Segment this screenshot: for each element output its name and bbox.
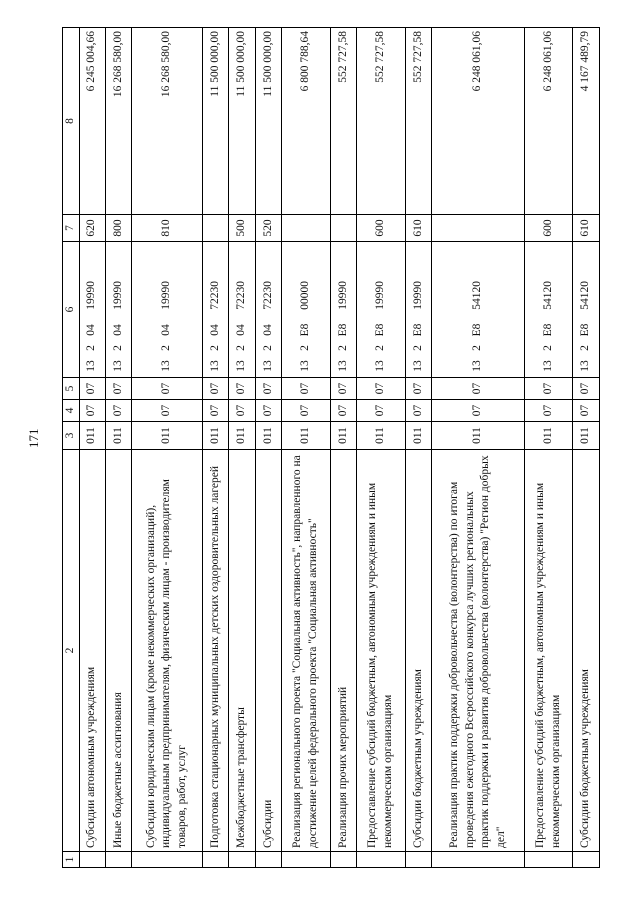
expense-type-cell — [282, 215, 331, 242]
item-name-cell: Субсидии бюджетным учреждениям — [405, 450, 431, 852]
grbs-code-cell: 011 — [357, 422, 406, 450]
target-article-part: 13 — [471, 360, 484, 372]
expense-type-cell: 610 — [405, 215, 431, 242]
header-cell: 1 — [63, 852, 80, 868]
subsection-code-cell: 07 — [405, 378, 431, 400]
target-article-part: 54120 — [579, 281, 592, 310]
row-spacer-cell — [79, 852, 105, 868]
item-name-cell: Подготовка стационарных муниципальных детских оздоровительных лагерей — [203, 450, 229, 852]
amount-cell: 552 727,58 — [405, 28, 431, 215]
section-code-cell: 07 — [282, 400, 331, 422]
expense-type-cell: 800 — [105, 215, 131, 242]
target-article-part: E8 — [299, 323, 312, 337]
target-article-part: 2 — [85, 345, 98, 351]
target-article-cell — [132, 242, 203, 378]
target-article-part: 04 — [208, 324, 221, 336]
target-article-part: 13 — [160, 360, 173, 372]
target-article-part: 2 — [411, 345, 424, 351]
amount-cell: 6 245 004,66 — [79, 28, 105, 215]
expense-type-cell — [203, 215, 229, 242]
header-row — [63, 28, 80, 868]
target-article-cell — [330, 242, 356, 378]
section-code-cell: 07 — [330, 400, 356, 422]
grbs-code-cell: 011 — [105, 422, 131, 450]
header-cell: 8 — [63, 28, 80, 215]
target-article-part: 54120 — [471, 281, 484, 310]
target-article-part: 13 — [374, 360, 387, 372]
target-article-part: 2 — [160, 345, 173, 351]
target-article-cell — [573, 242, 600, 378]
target-article-part: 19990 — [111, 281, 124, 310]
subsection-code-cell: 07 — [282, 378, 331, 400]
header-cell: 7 — [63, 215, 80, 242]
expense-type-cell — [432, 215, 525, 242]
grbs-code-cell: 011 — [432, 422, 525, 450]
expense-type-cell: 600 — [357, 215, 406, 242]
target-article-part: 19990 — [336, 281, 349, 310]
subsection-code-cell: 07 — [255, 378, 281, 400]
target-article-part: 2 — [208, 345, 221, 351]
target-article-part: 13 — [235, 360, 248, 372]
target-article-part: 04 — [235, 324, 248, 336]
page-number: 171 — [26, 428, 41, 448]
table-row — [203, 28, 229, 868]
target-article-cell — [79, 242, 105, 378]
target-article-part: 72230 — [235, 281, 248, 310]
subsection-code-cell: 07 — [105, 378, 131, 400]
target-article-part: E8 — [541, 323, 554, 337]
subsection-code-cell: 07 — [432, 378, 525, 400]
amount-cell: 11 500 000,00 — [255, 28, 281, 215]
section-code-cell: 07 — [229, 400, 255, 422]
target-article-part: 13 — [299, 360, 312, 372]
section-code-cell: 07 — [132, 400, 203, 422]
amount-cell: 11 500 000,00 — [203, 28, 229, 215]
target-article-part: 2 — [336, 345, 349, 351]
target-article-part: 2 — [299, 345, 312, 351]
table-row — [79, 28, 105, 868]
table-row — [255, 28, 281, 868]
amount-cell: 6 248 061,06 — [524, 28, 573, 215]
target-article-part: 04 — [85, 324, 98, 336]
target-article-part: 72230 — [261, 281, 274, 310]
target-article-part: 19990 — [374, 281, 387, 310]
header-cell: 5 — [63, 378, 80, 400]
item-name-cell: Субсидии бюджетным учреждениям — [573, 450, 600, 852]
subsection-code-cell: 07 — [330, 378, 356, 400]
table-row — [132, 28, 203, 868]
amount-cell: 11 500 000,00 — [229, 28, 255, 215]
header-cell: 6 — [63, 242, 80, 378]
row-spacer-cell — [432, 852, 525, 868]
target-article-part: E8 — [374, 323, 387, 337]
header-cell: 3 — [63, 422, 80, 450]
row-spacer-cell — [203, 852, 229, 868]
section-code-cell: 07 — [405, 400, 431, 422]
target-article-cell — [105, 242, 131, 378]
section-code-cell: 07 — [105, 400, 131, 422]
target-article-part: 2 — [541, 345, 554, 351]
row-spacer-cell — [105, 852, 131, 868]
grbs-code-cell: 011 — [573, 422, 600, 450]
target-article-part: 19990 — [411, 281, 424, 310]
grbs-code-cell: 011 — [203, 422, 229, 450]
grbs-code-cell: 011 — [282, 422, 331, 450]
target-article-part: E8 — [471, 323, 484, 337]
header-cell: 4 — [63, 400, 80, 422]
subsection-code-cell: 07 — [132, 378, 203, 400]
target-article-part: 2 — [261, 345, 274, 351]
amount-cell: 16 268 580,00 — [132, 28, 203, 215]
expense-type-cell: 610 — [573, 215, 600, 242]
table-row — [357, 28, 406, 868]
table-row — [524, 28, 573, 868]
target-article-cell — [229, 242, 255, 378]
target-article-part: 13 — [579, 360, 592, 372]
grbs-code-cell: 011 — [330, 422, 356, 450]
target-article-cell — [432, 242, 525, 378]
target-article-part: 2 — [235, 345, 248, 351]
expense-type-cell: 620 — [79, 215, 105, 242]
target-article-part: E8 — [411, 323, 424, 337]
row-spacer-cell — [330, 852, 356, 868]
table-row — [432, 28, 525, 868]
table-row — [282, 28, 331, 868]
grbs-code-cell: 011 — [405, 422, 431, 450]
amount-cell: 552 727,58 — [330, 28, 356, 215]
expense-type-cell: 810 — [132, 215, 203, 242]
header-cell: 2 — [63, 450, 80, 852]
target-article-part: 04 — [111, 324, 124, 336]
section-code-cell: 07 — [255, 400, 281, 422]
target-article-part: 13 — [261, 360, 274, 372]
section-code-cell: 07 — [573, 400, 600, 422]
expense-type-cell: 500 — [229, 215, 255, 242]
item-name-cell: Межбюджетные трансферты — [229, 450, 255, 852]
subsection-code-cell: 07 — [357, 378, 406, 400]
subsection-code-cell: 07 — [524, 378, 573, 400]
target-article-cell — [255, 242, 281, 378]
row-spacer-cell — [132, 852, 203, 868]
grbs-code-cell: 011 — [229, 422, 255, 450]
target-article-cell — [357, 242, 406, 378]
grbs-code-cell: 011 — [79, 422, 105, 450]
table-row — [573, 28, 600, 868]
target-article-cell — [405, 242, 431, 378]
item-name-cell: Реализация практик поддержки добровольчества (волонтерства) по итогам проведения ежегодного Всероссийского конкурса лучших региональных практик поддержки и развития добровольчества (волонтерства) "Регион добрых дел" — [432, 450, 525, 852]
target-article-part: 04 — [261, 324, 274, 336]
rotated-page — [62, 28, 600, 868]
item-name-cell: Субсидии — [255, 450, 281, 852]
section-code-cell: 07 — [524, 400, 573, 422]
target-article-part: E8 — [579, 323, 592, 337]
row-spacer-cell — [255, 852, 281, 868]
target-article-part: 2 — [579, 345, 592, 351]
target-article-part: 72230 — [208, 281, 221, 310]
item-name-cell: Предоставление субсидий бюджетным, автономным учреждениям и иным некоммерческим организациям — [357, 450, 406, 852]
target-article-part: 2 — [471, 345, 484, 351]
target-article-part: 13 — [541, 360, 554, 372]
item-name-cell: Предоставление субсидий бюджетным, автономным учреждениям и иным некоммерческим организациям — [524, 450, 573, 852]
item-name-cell: Субсидии юридическим лицам (кроме некоммерческих организаций), индивидуальным предпринимателям, физическим лицам - производителям товаров, работ, услуг — [132, 450, 203, 852]
target-article-part: 19990 — [85, 281, 98, 310]
subsection-code-cell: 07 — [203, 378, 229, 400]
item-name-cell: Реализация регионального проекта "Социальная активность", направленного на достижение целей федерального проекта "Социальная активность" — [282, 450, 331, 852]
target-article-part: 13 — [208, 360, 221, 372]
item-name-cell: Иные бюджетные ассигнования — [105, 450, 131, 852]
target-article-part: E8 — [336, 323, 349, 337]
section-code-cell: 07 — [432, 400, 525, 422]
target-article-part: 13 — [411, 360, 424, 372]
section-code-cell: 07 — [79, 400, 105, 422]
row-spacer-cell — [282, 852, 331, 868]
target-article-part: 00000 — [299, 281, 312, 310]
table-row — [330, 28, 356, 868]
budget-table — [62, 27, 600, 868]
target-article-cell — [203, 242, 229, 378]
target-article-part: 19990 — [160, 281, 173, 310]
amount-cell: 16 268 580,00 — [105, 28, 131, 215]
target-article-cell — [282, 242, 331, 378]
row-spacer-cell — [229, 852, 255, 868]
table-row — [405, 28, 431, 868]
target-article-part: 13 — [111, 360, 124, 372]
target-article-part: 13 — [336, 360, 349, 372]
amount-cell: 552 727,58 — [357, 28, 406, 215]
target-article-part: 04 — [160, 324, 173, 336]
target-article-part: 54120 — [541, 281, 554, 310]
target-article-cell — [524, 242, 573, 378]
row-spacer-cell — [573, 852, 600, 868]
expense-type-cell — [330, 215, 356, 242]
subsection-code-cell: 07 — [79, 378, 105, 400]
amount-cell: 6 800 788,64 — [282, 28, 331, 215]
expense-type-cell: 520 — [255, 215, 281, 242]
item-name-cell: Реализация прочих мероприятий — [330, 450, 356, 852]
table-row — [229, 28, 255, 868]
expense-type-cell: 600 — [524, 215, 573, 242]
row-spacer-cell — [357, 852, 406, 868]
subsection-code-cell: 07 — [229, 378, 255, 400]
item-name-cell: Субсидии автономным учреждениям — [79, 450, 105, 852]
target-article-part: 2 — [374, 345, 387, 351]
target-article-part: 2 — [111, 345, 124, 351]
row-spacer-cell — [405, 852, 431, 868]
grbs-code-cell: 011 — [524, 422, 573, 450]
section-code-cell: 07 — [203, 400, 229, 422]
row-spacer-cell — [524, 852, 573, 868]
amount-cell: 6 248 061,06 — [432, 28, 525, 215]
grbs-code-cell: 011 — [132, 422, 203, 450]
grbs-code-cell: 011 — [255, 422, 281, 450]
target-article-part: 13 — [85, 360, 98, 372]
subsection-code-cell: 07 — [573, 378, 600, 400]
section-code-cell: 07 — [357, 400, 406, 422]
table-row — [105, 28, 131, 868]
amount-cell: 4 167 489,79 — [573, 28, 600, 215]
